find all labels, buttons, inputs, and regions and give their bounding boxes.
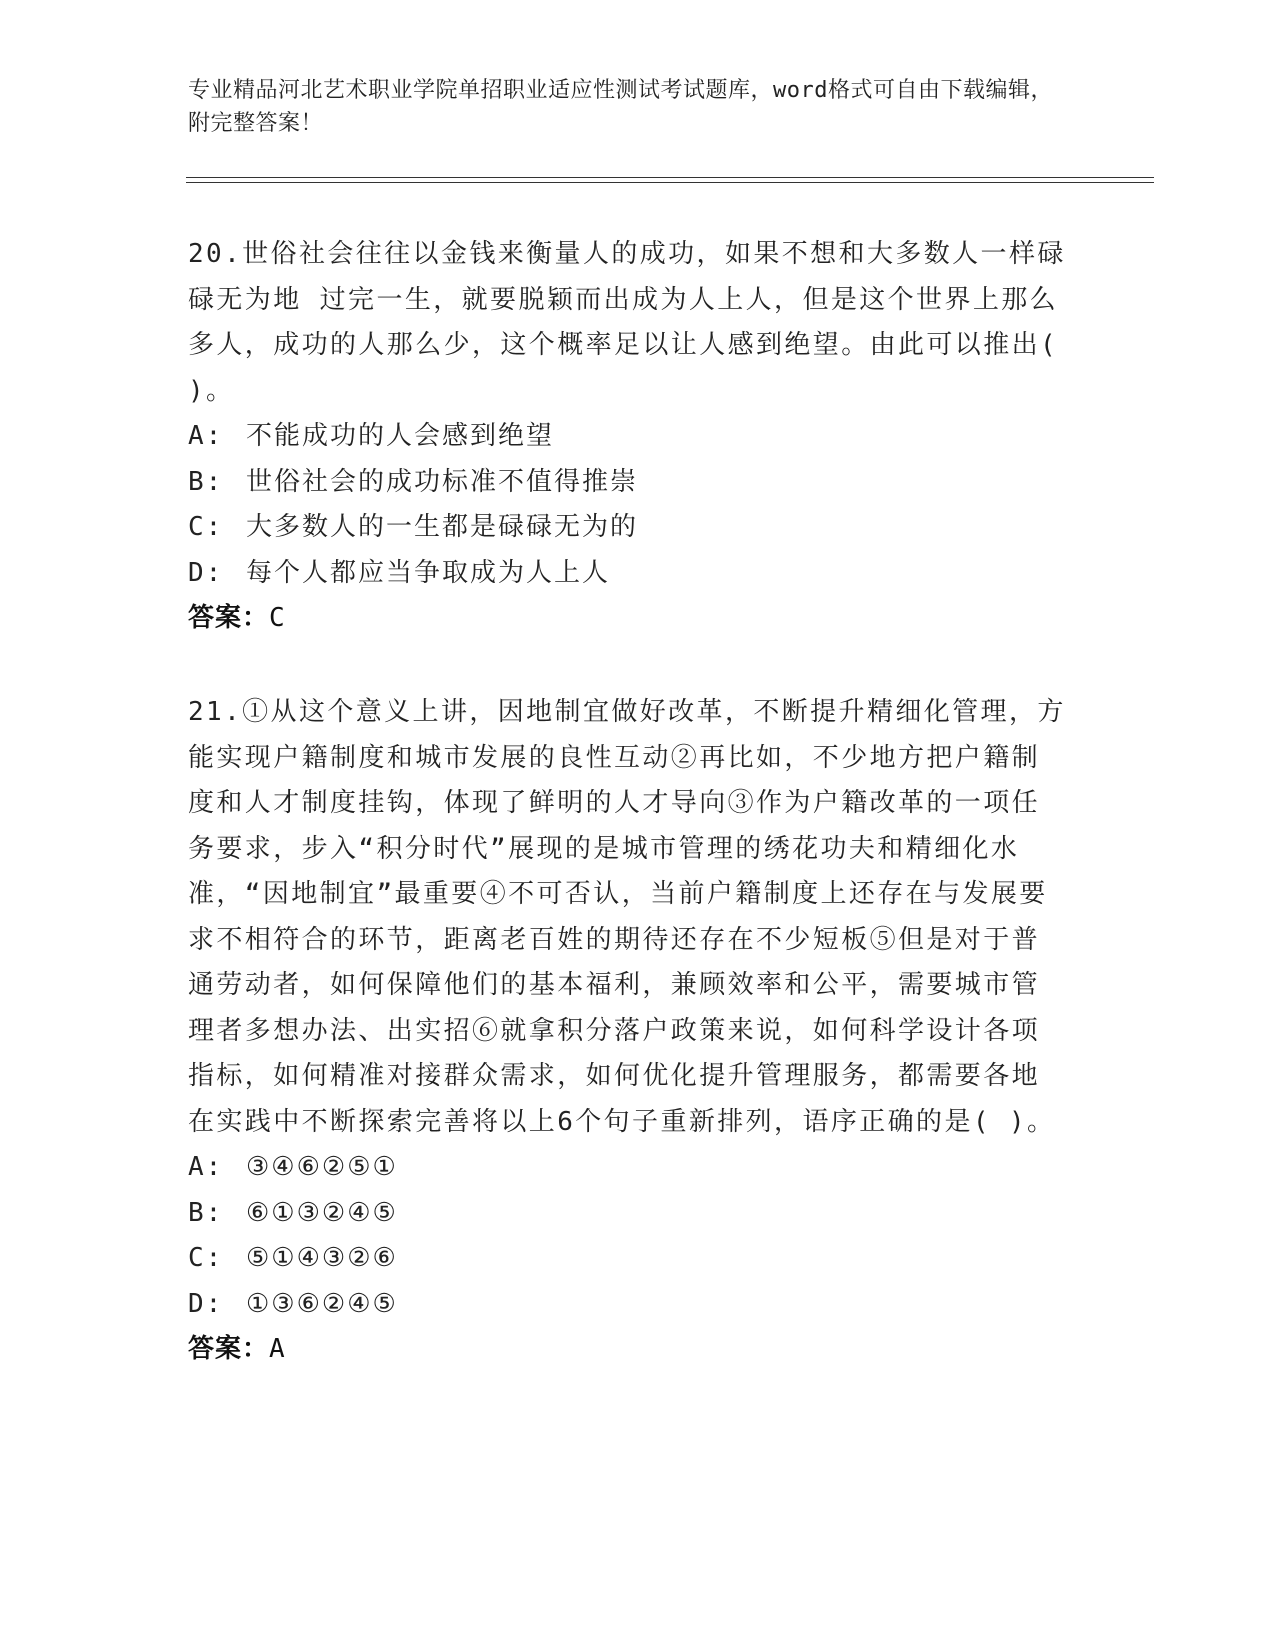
header-divider <box>186 177 1154 183</box>
answer-label: 答案： <box>188 603 270 633</box>
question-20 <box>188 232 1068 642</box>
answer-line <box>188 596 1068 642</box>
option-list <box>188 1145 1068 1327</box>
option-a <box>188 1145 1068 1191</box>
option-text: 世俗社会的成功标准不值得推崇 <box>246 466 639 497</box>
option-letter: A: <box>188 421 224 451</box>
option-letter: D: <box>188 557 224 588</box>
question-stem: 20.世俗社会往往以金钱来衡量人的成功，如果不想和大多数人一样碌碌无为地 过完一生，就要脱颖而出成为人上人，但是这个世界上那么多人，成功的人那么少，这个概率足以让人感到绝望。由此可以推出( )。 <box>188 239 1066 406</box>
question-stem: 21.①从这个意义上讲，因地制宜做好改革，不断提升精细化管理，方能实现户籍制度和城市发展的良性互动②再比如，不少地方把户籍制度和人才制度挂钩，体现了鲜明的人才导向③作为户籍改革的一项任务要求，步入“积分时代”展现的是城市管理的绣花功夫和精细化水准，“因地制宜”最重要④不可否认，当前户籍制度上还存在与发展要求不相符合的环节，距离老百姓的期待还存在不少短板⑤但是对于普通劳动者，如何保障他们的基本福利，兼顾效率和公平，需要城市管理者多想办法、出实招⑥就拿积分落户政策来说，如何科学设计各项指标，如何精准对接群众需求，如何优化提升管理服务，都需要各地在实践中不断探索完善将以上6个句子重新排列，语序正确的是( )。 <box>188 697 1066 1137</box>
option-text: ①③⑥②④⑤ <box>246 1288 398 1319</box>
question-21 <box>188 690 1068 1373</box>
option-c <box>188 505 1068 551</box>
option-d <box>188 551 1068 597</box>
page-header: 专业精品河北艺术职业学院单招职业适应性测试考试题库，word格式可自由下载编辑，附完整答案！ <box>188 78 1053 136</box>
option-letter: B: <box>188 466 224 497</box>
option-letter: D: <box>188 1288 224 1319</box>
option-text: ⑤①④③②⑥ <box>246 1243 398 1273</box>
option-letter: A: <box>188 1152 224 1182</box>
answer-line <box>188 1327 1068 1373</box>
option-b <box>188 460 1068 506</box>
option-text: 大多数人的一生都是碌碌无为的 <box>246 512 639 542</box>
option-text: ③④⑥②⑤① <box>246 1152 398 1182</box>
answer-value: C <box>269 603 286 633</box>
option-a <box>188 414 1068 460</box>
option-d <box>188 1282 1068 1328</box>
option-c <box>188 1236 1068 1282</box>
option-letter: C: <box>188 512 224 542</box>
option-b <box>188 1191 1068 1237</box>
option-text: 不能成功的人会感到绝望 <box>246 421 555 451</box>
option-letter: B: <box>188 1197 224 1228</box>
answer-label: 答案： <box>188 1334 270 1364</box>
option-list <box>188 414 1068 596</box>
answer-value: A <box>269 1334 286 1364</box>
option-letter: C: <box>188 1243 224 1273</box>
option-text: ⑥①③②④⑤ <box>246 1197 398 1228</box>
option-text: 每个人都应当争取成为人上人 <box>246 557 611 588</box>
